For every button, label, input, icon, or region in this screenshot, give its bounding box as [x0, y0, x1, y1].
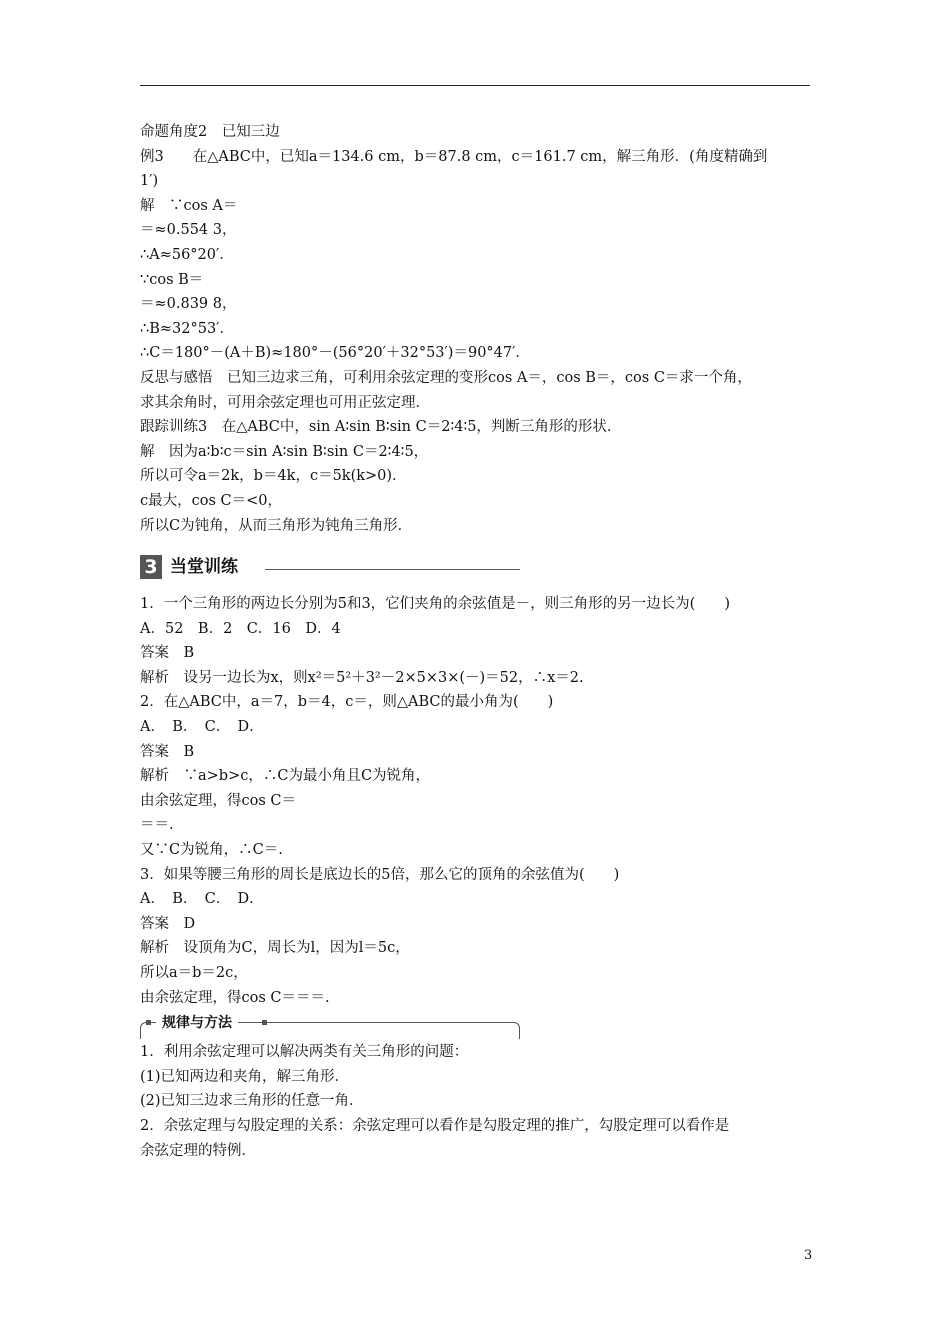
text-line: 2．在△ABC中，a＝7，b＝4，c＝，则△ABC的最小角为( ) — [140, 694, 554, 711]
text-line: (1)已知两边和夹角，解三角形． — [140, 1068, 350, 1085]
example-block — [140, 120, 815, 538]
text-line: ∴B≈32°53′． — [140, 320, 234, 337]
text-line: 解析 ∵a>b>c，∴C为最小角且C为锐角， — [140, 768, 431, 785]
text-line: 答案 B — [140, 743, 195, 760]
text-line: ＝＝. — [140, 817, 174, 834]
text-line: ∵cos B＝ — [140, 271, 204, 288]
text-line: 所以a＝b＝2c， — [140, 965, 248, 981]
section-rule — [265, 569, 520, 570]
text-line: 例3 在△ABC中，已知a＝134.6 cm，b＝87.8 cm，c＝161.7 cm，解三角形．(角度精确到 — [140, 148, 768, 165]
square-bullet-icon — [146, 1020, 151, 1025]
text-line: (2)已知三边求三角形的任意一角． — [140, 1093, 364, 1110]
text-line: 1．一个三角形的两边长分别为5和3，它们夹角的余弦值是－，则三角形的另一边长为( ) — [140, 596, 730, 613]
text-line: A．52 B．2 C．16 D．4 — [140, 620, 341, 637]
text-line: 余弦定理的特例． — [140, 1142, 256, 1159]
text-line: 所以可令a＝2k，b＝4k，c＝5k(k>0)． — [140, 468, 407, 485]
page-content — [140, 120, 815, 1163]
text-line: 求其余角时，可用余弦定理也可用正弦定理． — [140, 394, 430, 411]
summary-box-heading — [140, 1012, 815, 1040]
text-line: 解 因为a∶b∶c＝sin A∶sin B∶sin C＝2∶4∶5， — [140, 443, 429, 460]
page-number: 3 — [804, 1248, 813, 1263]
text-line: 3．如果等腰三角形的周长是底边长的5倍，那么它的顶角的余弦值为( ) — [140, 866, 620, 883]
text-line: 解析 设另一边长为x，则x²＝5²＋3²－2×5×3×(－)＝52，∴x＝2. — [140, 669, 584, 686]
section-heading — [140, 552, 815, 582]
text-line: ∴A≈56°20′． — [140, 246, 234, 263]
summary-block — [140, 1040, 815, 1163]
text-line: 1．利用余弦定理可以解决两类有关三角形的问题： — [140, 1044, 469, 1061]
text-line: ＝≈0.554 3， — [140, 222, 237, 239]
text-line: 答案 B — [140, 645, 195, 662]
text-line: c最大，cos C＝<0， — [140, 492, 282, 509]
section-title: 当堂训练 — [170, 557, 238, 578]
text-line: 由余弦定理，得cos C＝ — [140, 792, 296, 809]
text-line: 又∵C为锐角，∴C＝. — [140, 842, 283, 859]
text-line: 反思与感悟 已知三边求三角，可利用余弦定理的变形cos A＝，cos B＝，cos C＝求一个角， — [140, 369, 752, 386]
text-line: A． B． C． D． — [140, 891, 264, 908]
summary-box-title: 规律与方法 — [156, 1012, 238, 1034]
text-line: 答案 D — [140, 915, 196, 932]
text-line: 解析 设顶角为C，周长为l，因为l＝5c， — [140, 940, 410, 957]
section-number-badge: 3 — [140, 555, 162, 579]
text-line: 所以C为钝角，从而三角形为钝角三角形． — [140, 517, 413, 534]
header-rule — [140, 85, 810, 86]
text-line: 1′) — [140, 173, 159, 190]
text-line: 解 ∵cos A＝ — [140, 197, 238, 214]
text-line: 由余弦定理，得cos C＝＝＝. — [140, 989, 330, 1006]
text-line: 命题角度2 已知三边 — [140, 124, 280, 140]
text-line: 跟踪训练3 在△ABC中，sin A∶sin B∶sin C＝2∶4∶5，判断三角形的形状． — [140, 419, 622, 436]
text-line: ∴C＝180°－(A＋B)≈180°－(56°20′＋32°53′)＝90°47′． — [140, 345, 530, 362]
text-line: ＝≈0.839 8， — [140, 296, 237, 313]
text-line: A． B． C． D． — [140, 719, 264, 736]
text-line: 2．余弦定理与勾股定理的关系：余弦定理可以看作是勾股定理的推广，勾股定理可以看作是 — [140, 1117, 730, 1134]
square-bullet-icon — [262, 1020, 267, 1025]
exercise-block — [140, 592, 815, 1010]
